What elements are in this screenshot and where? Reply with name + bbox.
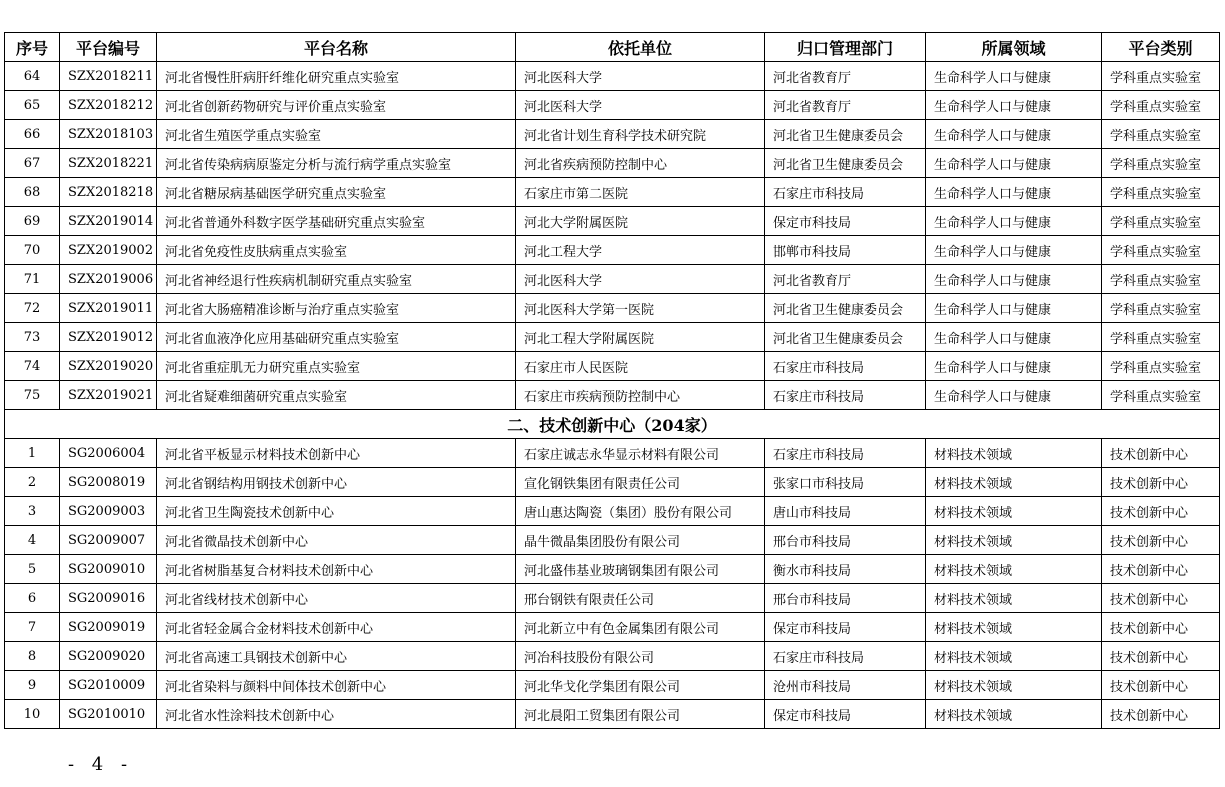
cell-platform-code: SZX2018211	[60, 62, 157, 91]
cell-field: 材料技术领域	[926, 700, 1102, 729]
cell-host-institution: 河北大学附属医院	[516, 207, 765, 236]
cell-field: 生命科学人口与健康	[926, 381, 1102, 410]
cell-platform-category: 技术创新中心	[1102, 613, 1220, 642]
platform-table	[4, 32, 1220, 729]
cell-managing-department: 石家庄市科技局	[765, 642, 926, 671]
cell-platform-name: 河北省卫生陶瓷技术创新中心	[157, 497, 516, 526]
cell-index: 70	[5, 236, 60, 265]
cell-platform-name: 河北省疑难细菌研究重点实验室	[157, 381, 516, 410]
cell-field: 生命科学人口与健康	[926, 323, 1102, 352]
cell-platform-category: 学科重点实验室	[1102, 62, 1220, 91]
cell-index: 64	[5, 62, 60, 91]
cell-index: 66	[5, 120, 60, 149]
cell-field: 生命科学人口与健康	[926, 207, 1102, 236]
cell-field: 材料技术领域	[926, 555, 1102, 584]
cell-index: 73	[5, 323, 60, 352]
cell-field: 材料技术领域	[926, 439, 1102, 468]
cell-managing-department: 河北省教育厅	[765, 91, 926, 120]
cell-platform-category: 学科重点实验室	[1102, 120, 1220, 149]
cell-managing-department: 保定市科技局	[765, 613, 926, 642]
table-row	[5, 381, 1220, 410]
cell-platform-category: 学科重点实验室	[1102, 207, 1220, 236]
table-row	[5, 439, 1220, 468]
cell-index: 67	[5, 149, 60, 178]
table-row	[5, 91, 1220, 120]
cell-platform-name: 河北省大肠癌精准诊断与治疗重点实验室	[157, 294, 516, 323]
table-row	[5, 584, 1220, 613]
cell-index: 6	[5, 584, 60, 613]
cell-platform-code: SG2009020	[60, 642, 157, 671]
cell-field: 生命科学人口与健康	[926, 236, 1102, 265]
cell-managing-department: 石家庄市科技局	[765, 381, 926, 410]
cell-host-institution: 河北工程大学	[516, 236, 765, 265]
cell-field: 材料技术领域	[926, 671, 1102, 700]
cell-platform-category: 技术创新中心	[1102, 526, 1220, 555]
cell-platform-code: SG2008019	[60, 468, 157, 497]
cell-field: 生命科学人口与健康	[926, 294, 1102, 323]
cell-platform-code: SZX2018103	[60, 120, 157, 149]
cell-index: 72	[5, 294, 60, 323]
cell-field: 材料技术领域	[926, 526, 1102, 555]
cell-platform-name: 河北省钢结构用钢技术创新中心	[157, 468, 516, 497]
cell-host-institution: 河北华戈化学集团有限公司	[516, 671, 765, 700]
cell-platform-name: 河北省高速工具钢技术创新中心	[157, 642, 516, 671]
cell-platform-name: 河北省水性涂料技术创新中心	[157, 700, 516, 729]
cell-managing-department: 河北省教育厅	[765, 62, 926, 91]
cell-field: 生命科学人口与健康	[926, 265, 1102, 294]
cell-platform-code: SZX2018218	[60, 178, 157, 207]
cell-platform-name: 河北省重症肌无力研究重点实验室	[157, 352, 516, 381]
table-row	[5, 642, 1220, 671]
cell-host-institution: 唐山惠达陶瓷（集团）股份有限公司	[516, 497, 765, 526]
cell-host-institution: 河北新立中有色金属集团有限公司	[516, 613, 765, 642]
cell-platform-name: 河北省微晶技术创新中心	[157, 526, 516, 555]
column-header-index: 序号	[5, 33, 60, 62]
cell-platform-name: 河北省糖尿病基础医学研究重点实验室	[157, 178, 516, 207]
page-number: - 4 -	[68, 754, 134, 775]
cell-index: 4	[5, 526, 60, 555]
cell-platform-code: SZX2018212	[60, 91, 157, 120]
table-row	[5, 265, 1220, 294]
cell-platform-name: 河北省创新药物研究与评价重点实验室	[157, 91, 516, 120]
cell-platform-name: 河北省染料与颜料中间体技术创新中心	[157, 671, 516, 700]
column-header-platform-category: 平台类别	[1102, 33, 1220, 62]
table-row	[5, 497, 1220, 526]
cell-field: 材料技术领域	[926, 642, 1102, 671]
cell-index: 71	[5, 265, 60, 294]
section-title: 二、技术创新中心（204家）	[5, 410, 1220, 439]
cell-managing-department: 衡水市科技局	[765, 555, 926, 584]
cell-platform-category: 技术创新中心	[1102, 584, 1220, 613]
cell-managing-department: 石家庄市科技局	[765, 178, 926, 207]
table-row	[5, 178, 1220, 207]
table-row	[5, 207, 1220, 236]
cell-host-institution: 河北省疾病预防控制中心	[516, 149, 765, 178]
table-row	[5, 671, 1220, 700]
cell-platform-code: SZX2019020	[60, 352, 157, 381]
cell-managing-department: 河北省卫生健康委员会	[765, 323, 926, 352]
cell-managing-department: 保定市科技局	[765, 207, 926, 236]
cell-platform-code: SG2010010	[60, 700, 157, 729]
cell-host-institution: 邢台钢铁有限责任公司	[516, 584, 765, 613]
cell-platform-category: 学科重点实验室	[1102, 381, 1220, 410]
column-header-field: 所属领域	[926, 33, 1102, 62]
column-header-platform-name: 平台名称	[157, 33, 516, 62]
cell-field: 材料技术领域	[926, 613, 1102, 642]
cell-field: 生命科学人口与健康	[926, 178, 1102, 207]
cell-platform-category: 技术创新中心	[1102, 497, 1220, 526]
table-row	[5, 323, 1220, 352]
table-row	[5, 236, 1220, 265]
table-row	[5, 149, 1220, 178]
table-row	[5, 526, 1220, 555]
cell-index: 5	[5, 555, 60, 584]
cell-managing-department: 石家庄市科技局	[765, 352, 926, 381]
cell-managing-department: 沧州市科技局	[765, 671, 926, 700]
cell-host-institution: 石家庄市人民医院	[516, 352, 765, 381]
cell-index: 74	[5, 352, 60, 381]
cell-platform-code: SG2006004	[60, 439, 157, 468]
cell-platform-name: 河北省轻金属合金材料技术创新中心	[157, 613, 516, 642]
cell-platform-code: SG2010009	[60, 671, 157, 700]
cell-platform-name: 河北省生殖医学重点实验室	[157, 120, 516, 149]
cell-platform-code: SZX2019012	[60, 323, 157, 352]
cell-platform-name: 河北省平板显示材料技术创新中心	[157, 439, 516, 468]
table-row	[5, 294, 1220, 323]
cell-host-institution: 石家庄诚志永华显示材料有限公司	[516, 439, 765, 468]
cell-platform-code: SG2009003	[60, 497, 157, 526]
cell-managing-department: 河北省卫生健康委员会	[765, 294, 926, 323]
cell-field: 生命科学人口与健康	[926, 91, 1102, 120]
cell-index: 69	[5, 207, 60, 236]
cell-managing-department: 保定市科技局	[765, 700, 926, 729]
cell-platform-category: 学科重点实验室	[1102, 294, 1220, 323]
cell-platform-category: 技术创新中心	[1102, 642, 1220, 671]
cell-field: 生命科学人口与健康	[926, 352, 1102, 381]
cell-managing-department: 张家口市科技局	[765, 468, 926, 497]
cell-platform-category: 学科重点实验室	[1102, 265, 1220, 294]
cell-platform-category: 技术创新中心	[1102, 700, 1220, 729]
cell-platform-code: SG2009007	[60, 526, 157, 555]
cell-index: 8	[5, 642, 60, 671]
table-row	[5, 352, 1220, 381]
cell-platform-code: SG2009016	[60, 584, 157, 613]
cell-platform-category: 技术创新中心	[1102, 671, 1220, 700]
cell-host-institution: 河北医科大学	[516, 91, 765, 120]
table-row	[5, 468, 1220, 497]
cell-field: 生命科学人口与健康	[926, 120, 1102, 149]
cell-platform-category: 技术创新中心	[1102, 555, 1220, 584]
cell-host-institution: 石家庄市疾病预防控制中心	[516, 381, 765, 410]
cell-platform-code: SZX2019021	[60, 381, 157, 410]
cell-host-institution: 河北医科大学	[516, 62, 765, 91]
section-row	[5, 410, 1220, 439]
cell-host-institution: 河北盛伟基业玻璃钢集团有限公司	[516, 555, 765, 584]
cell-index: 9	[5, 671, 60, 700]
table-row	[5, 613, 1220, 642]
cell-managing-department: 邢台市科技局	[765, 526, 926, 555]
cell-platform-category: 学科重点实验室	[1102, 178, 1220, 207]
cell-index: 75	[5, 381, 60, 410]
cell-platform-name: 河北省神经退行性疾病机制研究重点实验室	[157, 265, 516, 294]
cell-platform-code: SZX2019011	[60, 294, 157, 323]
cell-platform-name: 河北省慢性肝病肝纤维化研究重点实验室	[157, 62, 516, 91]
cell-field: 材料技术领域	[926, 584, 1102, 613]
cell-index: 68	[5, 178, 60, 207]
cell-platform-name: 河北省传染病病原鉴定分析与流行病学重点实验室	[157, 149, 516, 178]
cell-host-institution: 河北省计划生育科学技术研究院	[516, 120, 765, 149]
cell-managing-department: 河北省卫生健康委员会	[765, 149, 926, 178]
cell-field: 生命科学人口与健康	[926, 149, 1102, 178]
cell-platform-name: 河北省普通外科数字医学基础研究重点实验室	[157, 207, 516, 236]
column-header-managing-department: 归口管理部门	[765, 33, 926, 62]
cell-platform-name: 河北省血液净化应用基础研究重点实验室	[157, 323, 516, 352]
cell-platform-category: 学科重点实验室	[1102, 352, 1220, 381]
column-header-host-institution: 依托单位	[516, 33, 765, 62]
cell-platform-name: 河北省免疫性皮肤病重点实验室	[157, 236, 516, 265]
cell-managing-department: 唐山市科技局	[765, 497, 926, 526]
cell-managing-department: 邯郸市科技局	[765, 236, 926, 265]
cell-platform-name: 河北省树脂基复合材料技术创新中心	[157, 555, 516, 584]
cell-host-institution: 晶牛微晶集团股份有限公司	[516, 526, 765, 555]
cell-index: 65	[5, 91, 60, 120]
table-row	[5, 120, 1220, 149]
cell-platform-category: 学科重点实验室	[1102, 149, 1220, 178]
cell-index: 3	[5, 497, 60, 526]
cell-index: 7	[5, 613, 60, 642]
cell-platform-code: SG2009019	[60, 613, 157, 642]
table-row	[5, 62, 1220, 91]
cell-host-institution: 宣化钢铁集团有限责任公司	[516, 468, 765, 497]
cell-host-institution: 石家庄市第二医院	[516, 178, 765, 207]
cell-host-institution: 河冶科技股份有限公司	[516, 642, 765, 671]
cell-platform-code: SZX2019014	[60, 207, 157, 236]
cell-platform-code: SG2009010	[60, 555, 157, 584]
cell-platform-category: 学科重点实验室	[1102, 91, 1220, 120]
cell-platform-category: 技术创新中心	[1102, 439, 1220, 468]
cell-host-institution: 河北工程大学附属医院	[516, 323, 765, 352]
table-row	[5, 555, 1220, 584]
cell-platform-code: SZX2018221	[60, 149, 157, 178]
cell-index: 2	[5, 468, 60, 497]
cell-platform-category: 学科重点实验室	[1102, 323, 1220, 352]
cell-field: 材料技术领域	[926, 497, 1102, 526]
cell-host-institution: 河北医科大学第一医院	[516, 294, 765, 323]
cell-platform-code: SZX2019002	[60, 236, 157, 265]
table-body	[5, 62, 1220, 729]
cell-host-institution: 河北晨阳工贸集团有限公司	[516, 700, 765, 729]
cell-platform-name: 河北省线材技术创新中心	[157, 584, 516, 613]
cell-platform-category: 技术创新中心	[1102, 468, 1220, 497]
cell-index: 10	[5, 700, 60, 729]
cell-managing-department: 邢台市科技局	[765, 584, 926, 613]
cell-index: 1	[5, 439, 60, 468]
cell-managing-department: 石家庄市科技局	[765, 439, 926, 468]
cell-host-institution: 河北医科大学	[516, 265, 765, 294]
cell-platform-code: SZX2019006	[60, 265, 157, 294]
cell-field: 材料技术领域	[926, 468, 1102, 497]
column-header-platform-code: 平台编号	[60, 33, 157, 62]
cell-managing-department: 河北省教育厅	[765, 265, 926, 294]
cell-platform-category: 学科重点实验室	[1102, 236, 1220, 265]
table-row	[5, 700, 1220, 729]
cell-field: 生命科学人口与健康	[926, 62, 1102, 91]
table-header-row	[5, 33, 1220, 62]
cell-managing-department: 河北省卫生健康委员会	[765, 120, 926, 149]
